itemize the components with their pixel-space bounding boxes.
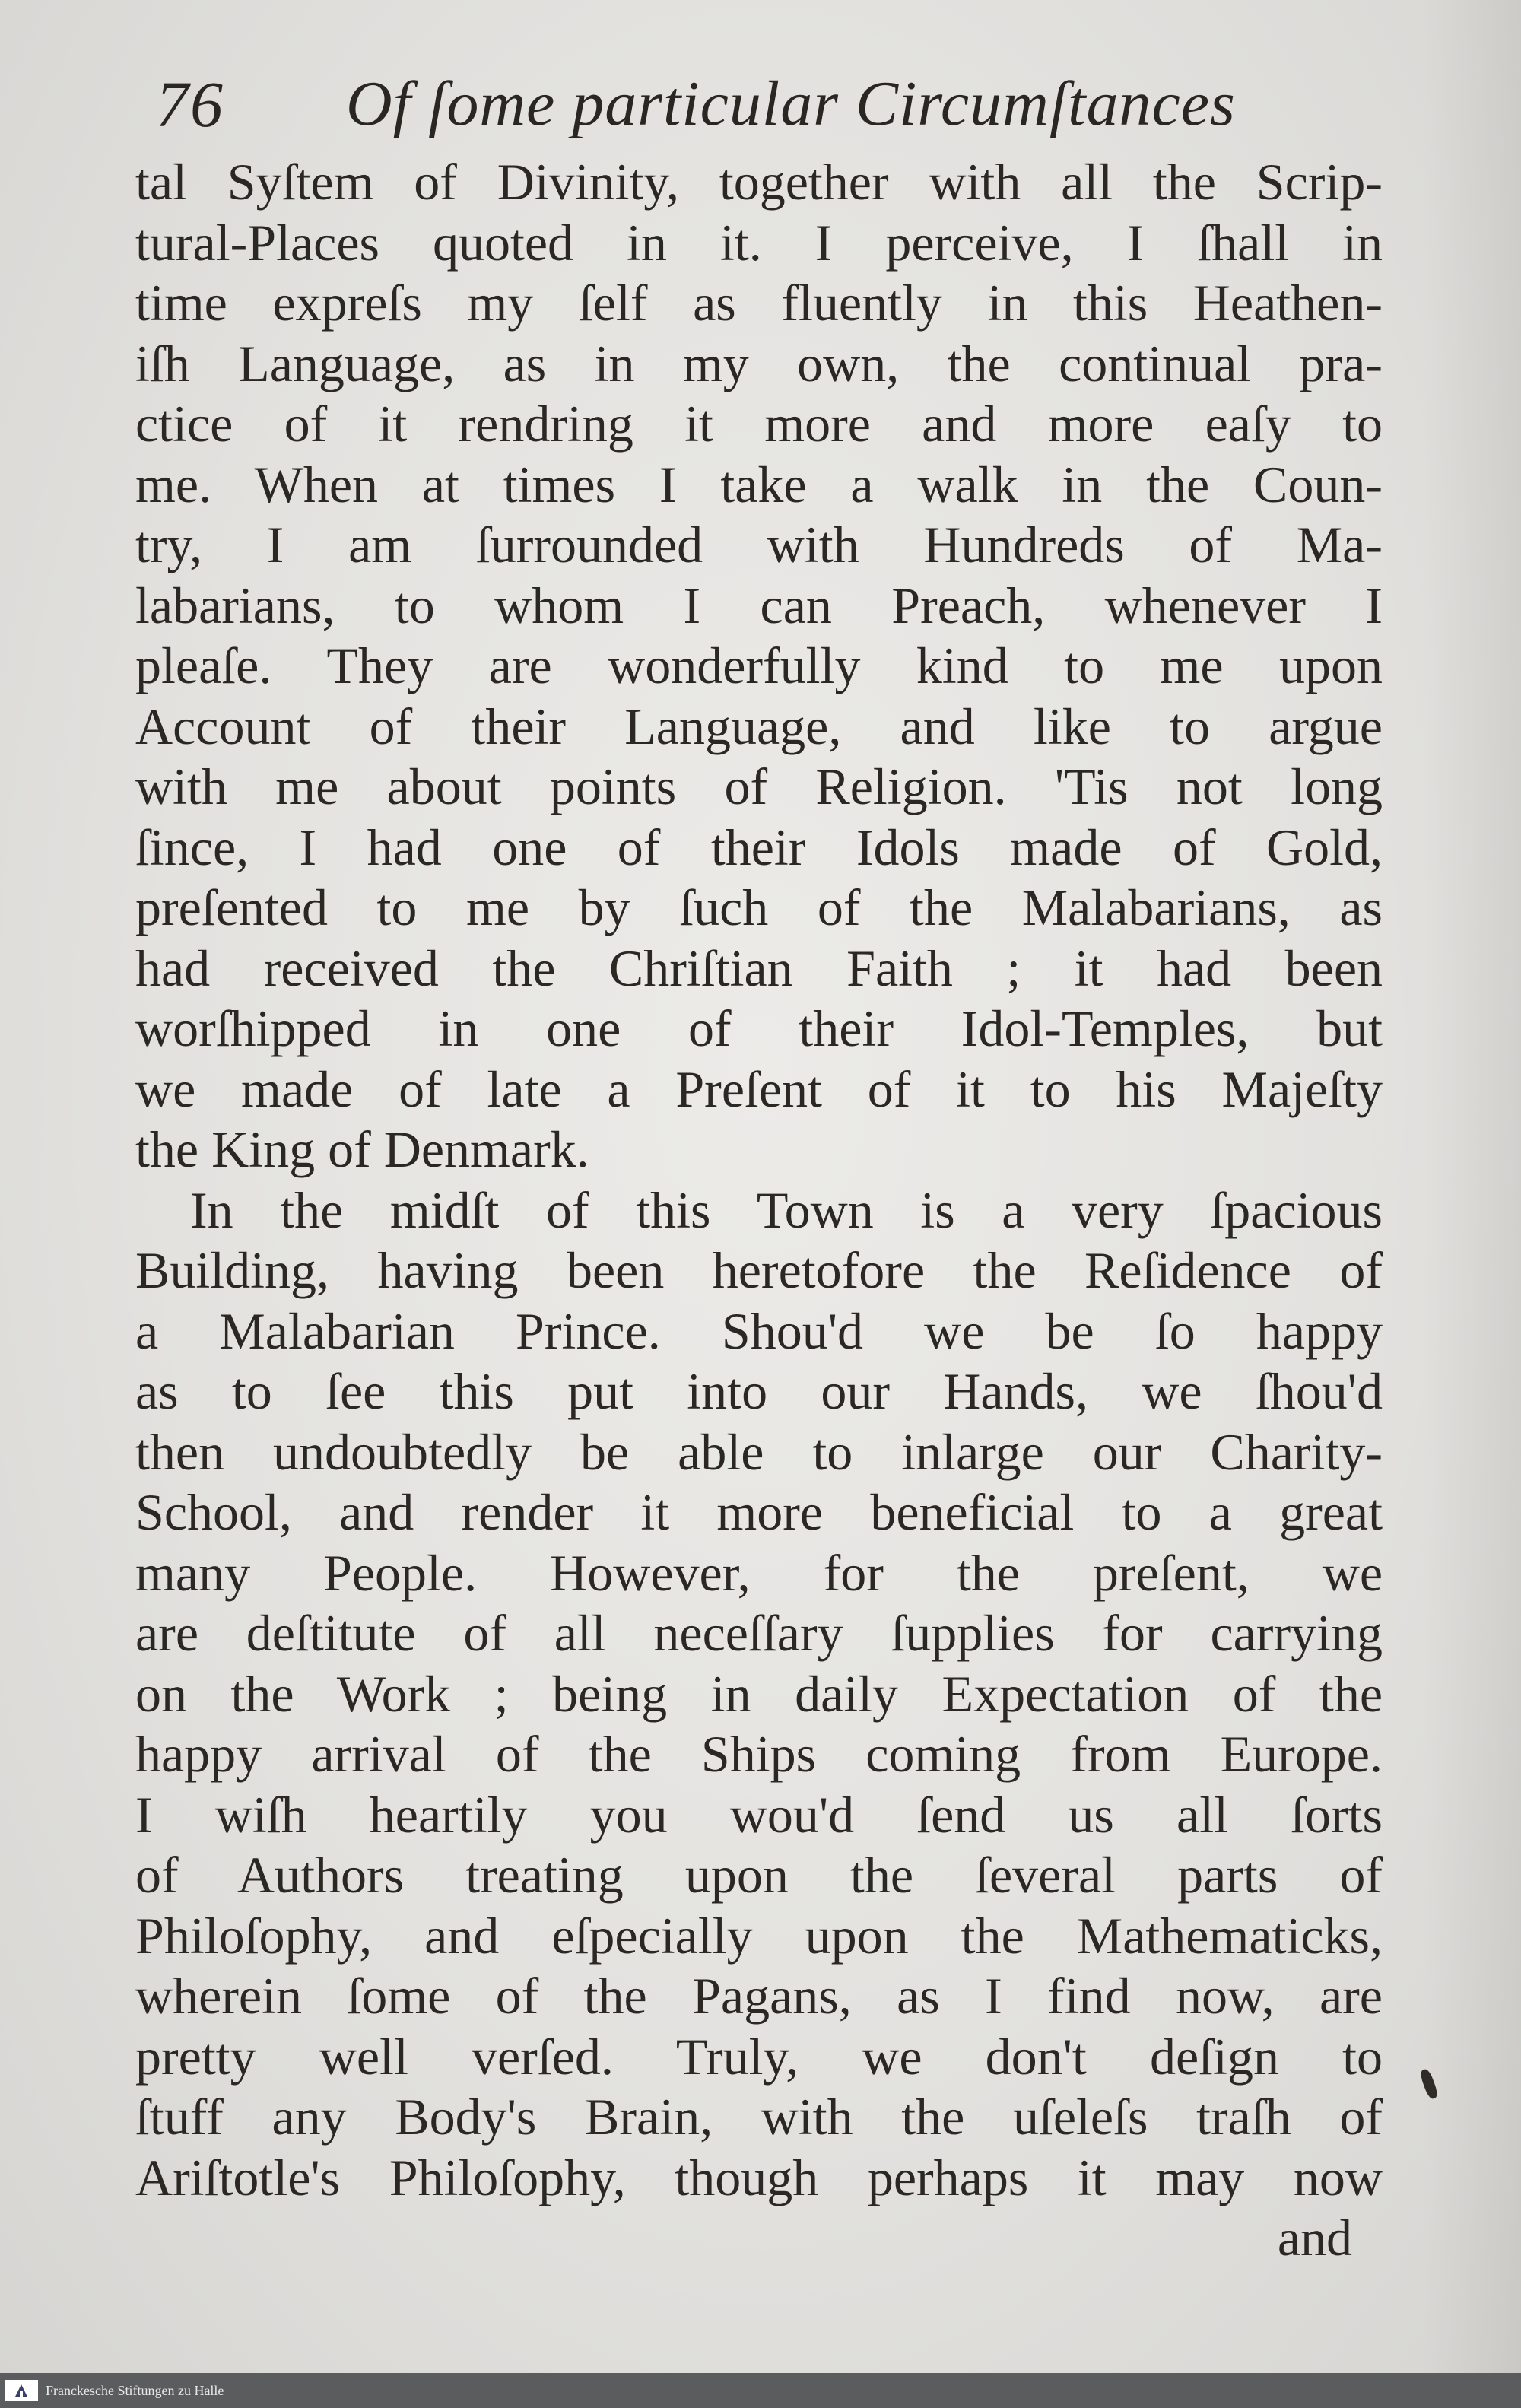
- text-line: Ariſtotle's Philoſophy, though perhaps it may now: [135, 2148, 1383, 2206]
- text-line: then undoubtedly be able to inlarge our Charity-: [135, 1422, 1383, 1481]
- text-line: are deſtitute of all neceſſary ſupplies for carrying: [135, 1604, 1383, 1662]
- text-line: preſented to me by ſuch of the Malabarians, as: [135, 878, 1383, 936]
- text-line: In the midſt of this Town is a very ſpacious: [190, 1180, 1383, 1239]
- text-line: ſtuff any Body's Brain, with the uſeleſs traſh of: [135, 2088, 1383, 2146]
- text-line: me. When at times I take a walk in the Coun-: [135, 455, 1383, 513]
- text-line: of Authors treating upon the ſeveral parts of: [135, 1846, 1383, 1904]
- running-head: Of ſome particular Circumſtances: [346, 68, 1236, 139]
- text-line: as to ſee this put into our Hands, we ſhou'd: [135, 1362, 1383, 1420]
- footer-bar: [0, 2373, 1521, 2408]
- text-line: worſhipped in one of their Idol-Temples, but: [135, 999, 1383, 1057]
- text-line: wherein ſome of the Pagans, as I find now, are: [135, 1967, 1383, 2025]
- page-shading: [1422, 0, 1521, 2373]
- text-line: Account of their Language, and like to argue: [135, 697, 1383, 755]
- text-line: with me about points of Religion. 'Tis not long: [135, 758, 1383, 815]
- text-line: iſh Language, as in my own, the continual pra-: [135, 334, 1383, 392]
- text-line: Building, having been heretofore the Reſidence of: [135, 1241, 1383, 1299]
- body-text: [135, 152, 1383, 2269]
- text-line: try, I am ſurrounded with Hundreds of Ma-: [135, 516, 1383, 573]
- text-line: we made of late a Preſent of it to his Majeſty: [135, 1059, 1383, 1118]
- page-number: 76: [156, 68, 224, 141]
- text-line: time expreſs my ſelf as fluently in this Heathen-: [135, 274, 1383, 332]
- text-line: I wiſh heartily you wou'd ſend us all ſorts: [135, 1785, 1383, 1844]
- text-line: School, and render it more beneficial to a great: [135, 1483, 1383, 1541]
- text-line: many People. However, for the preſent, we: [135, 1543, 1383, 1602]
- text-line: ctice of it rendring it more and more eaſy to: [135, 395, 1383, 453]
- text-line: ſince, I had one of their Idols made of Gold,: [135, 818, 1383, 876]
- text-line: pretty well verſed. Truly, we don't deſign to: [135, 2027, 1383, 2086]
- text-line: the King of Denmark.: [135, 1120, 589, 1178]
- page-header: [156, 62, 1266, 146]
- text-line: tural-Places quoted in it. I perceive, I ſhall in: [135, 213, 1383, 272]
- text-line: Philoſophy, and eſpecially upon the Mathematicks,: [135, 1906, 1383, 1965]
- text-line: a Malabarian Prince. Shou'd we be ſo happy: [135, 1301, 1383, 1360]
- text-line: on the Work ; being in daily Expectation of the: [135, 1664, 1383, 1723]
- catchword: and: [1277, 2209, 1352, 2267]
- text-line: labarians, to whom I can Preach, whenever I: [135, 576, 1383, 634]
- text-line: tal Syſtem of Divinity, together with all the Scrip-: [135, 153, 1383, 211]
- text-line: happy arrival of the Ships coming from Europe.: [135, 1725, 1383, 1783]
- text-line: had received the Chriſtian Faith ; it had been: [135, 939, 1383, 997]
- institution-logo-icon: [5, 2380, 38, 2401]
- text-line: pleaſe. They are wonderfully kind to me upon: [135, 637, 1383, 694]
- institution-name: Franckesche Stiftungen zu Halle: [46, 2383, 224, 2398]
